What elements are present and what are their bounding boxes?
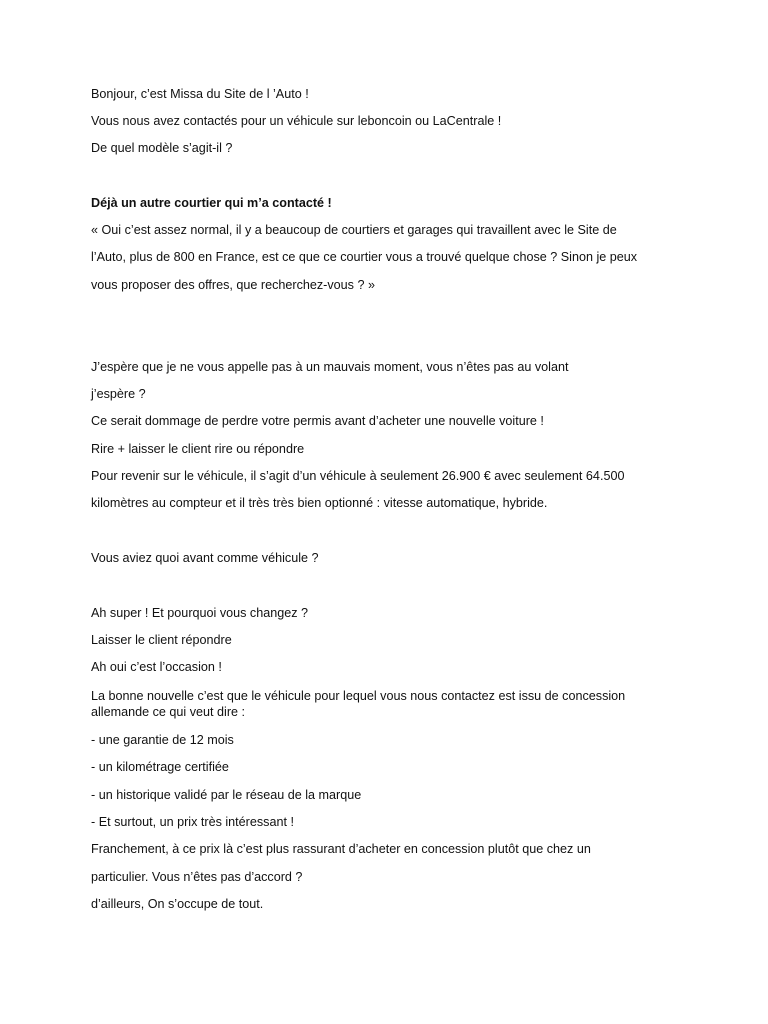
occasion-line: Ah oui c’est l’occasion ! [91,660,222,674]
contact-line: Vous nous avez contactés pour un véhicule sur leboncoin ou LaCentrale ! [91,114,502,128]
objection-heading: Déjà un autre courtier qui m’a contacté ! [91,196,332,210]
previous-vehicle-question: Vous aviez quoi avant comme véhicule ? [91,551,319,565]
reassurance-line-2: particulier. Vous n’êtes pas d’accord ? [91,870,303,884]
objection-reply-line-2: l’Auto, plus de 800 en France, est ce que ce courtier vous a trouvé quelque chose ? Sinon je peux [91,250,638,264]
why-change-question: Ah super ! Et pourquoi vous changez ? [91,606,309,620]
objection-reply-line-3: vous proposer des offres, que recherchez-vous ? » [91,278,375,292]
permit-joke-line: Ce serait dommage de perdre votre permis avant d’acheter une nouvelle voiture ! [91,414,544,428]
greeting-line: Bonjour, c’est Missa du Site de l ’Auto ! [91,87,309,101]
bullet-price: - Et surtout, un prix très intéressant ! [91,815,294,829]
model-question-line: De quel modèle s’agit-il ? [91,141,233,155]
bullet-warranty: - une garantie de 12 mois [91,733,234,747]
bullet-history: - un historique validé par le réseau de la marque [91,788,362,802]
good-news-paragraph: La bonne nouvelle c’est que le véhicule pour lequel vous nous contactez est issu de concession allemande ce qui veut dire : [91,689,626,719]
driving-question-line-1: J’espère que je ne vous appelle pas à un mauvais moment, vous n’êtes pas au volant [91,360,569,374]
vehicle-details-line-2: kilomètres au compteur et il très très bien optionné : vitesse automatique, hybride. [91,496,548,510]
let-client-answer-line: Laisser le client répondre [91,633,232,647]
bullet-mileage: - un kilométrage certifiée [91,760,229,774]
closing-line: d’ailleurs, On s’occupe de tout. [91,897,264,911]
reassurance-line-1: Franchement, à ce prix là c’est plus rassurant d’acheter en concession plutôt que chez un [91,842,591,856]
objection-reply-line-1: « Oui c’est assez normal, il y a beaucoup de courtiers et garages qui travaillent avec le Site de [91,223,617,237]
vehicle-details-line-1: Pour revenir sur le véhicule, il s’agit d’un véhicule à seulement 26.900 € avec seulement 64.500 [91,469,625,483]
laugh-instruction-line: Rire + laisser le client rire ou répondre [91,442,305,456]
driving-question-line-2: j’espère ? [91,387,146,401]
